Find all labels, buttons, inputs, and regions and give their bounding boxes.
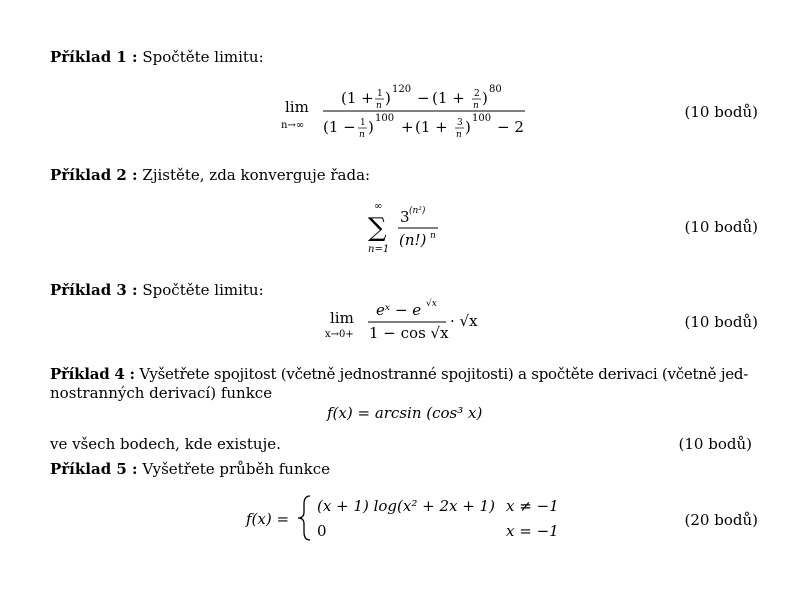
problem-3-formula <box>322 294 502 344</box>
den-a-close: ) <box>368 118 374 136</box>
problem-2-points: (10 bodů) <box>684 218 758 236</box>
den-b-frac-d: n <box>456 130 462 140</box>
problem-4-text-line1: Vyšetřete spojitost (včetně jednostranné spojitosti) a spočtěte derivaci (včetně jed- <box>139 365 749 383</box>
problem-3-text: Spočtěte limitu: <box>142 281 264 299</box>
den-b-frac-n: 3 <box>457 118 463 128</box>
problem-5-label: Příklad 5 : <box>50 460 138 478</box>
problem-5-heading <box>50 460 330 478</box>
problem-2-label: Příklad 2 : <box>50 166 138 184</box>
sum-num-exp: (n²) <box>409 206 426 216</box>
problem-1-label: Příklad 1 : <box>50 48 138 66</box>
p5-case2-cond: x = −1 <box>506 522 559 540</box>
num-b: (1 + <box>432 89 465 107</box>
problem-2-text: Zjistěte, zda konverguje řada: <box>142 166 371 184</box>
den-a-exp: 100 <box>375 113 395 124</box>
problem-2-formula <box>362 196 452 258</box>
sum-bottom: n=1 <box>368 244 390 255</box>
problem-4-heading <box>50 365 748 383</box>
problem-4-label: Příklad 4 : <box>50 365 135 383</box>
problem-1-formula <box>275 78 535 140</box>
problem-5-text: Vyšetřete průběh funkce <box>142 460 330 478</box>
problem-2-heading <box>50 166 370 184</box>
sum-top: ∞ <box>374 201 383 212</box>
num-b-frac-d: n <box>473 101 479 111</box>
num-a-close: ) <box>385 89 391 107</box>
problem-3-heading <box>50 281 264 299</box>
p5-brace <box>298 496 310 540</box>
problem-3-label: Příklad 3 : <box>50 281 138 299</box>
lim-symbol: lim <box>285 98 309 116</box>
den-plus: + <box>401 118 414 136</box>
problem-4-text-line2: nostranných derivací) funkce <box>50 384 273 402</box>
problem-4-formula: f(x) = arcsin (cos³ x) <box>327 404 483 422</box>
lim-symbol: lim <box>330 309 354 327</box>
den-b-close: ) <box>465 118 471 136</box>
problem-4-text-after: ve všech bodech, kde existuje. <box>50 435 281 453</box>
den-a-frac-d: n <box>359 130 365 140</box>
p5-case1-cond: x ≠ −1 <box>506 497 559 515</box>
num-a-exp: 120 <box>392 84 412 95</box>
num-a-frac-d: n <box>376 101 382 111</box>
den-a-frac-n: 1 <box>360 118 366 128</box>
problem-5-points: (20 bodů) <box>684 511 758 529</box>
den-b: (1 + <box>415 118 448 136</box>
num-b-exp: 80 <box>489 84 502 95</box>
p3-den: 1 − cos √x <box>369 324 449 342</box>
problem-1-text: Spočtěte limitu: <box>142 48 264 66</box>
num-a: (1 + <box>341 89 374 107</box>
p3-tail: · √x <box>450 312 478 330</box>
num-b-close: ) <box>482 89 488 107</box>
problem-1-points: (10 bodů) <box>684 103 758 121</box>
sum-num: 3 <box>400 208 410 226</box>
lim-subscript: x→0+ <box>325 329 354 340</box>
den-tail: − 2 <box>497 118 524 136</box>
problem-4-points: (10 bodů) <box>678 435 752 453</box>
p5-lhs: f(x) = <box>246 510 290 528</box>
den-a: (1 − <box>323 118 356 136</box>
sum-symbol: ∑ <box>368 213 387 243</box>
sum-den-exp: n <box>430 231 436 241</box>
p3-num: eˣ − e <box>376 301 422 319</box>
problem-1-heading <box>50 48 264 66</box>
p5-case2-expr: 0 <box>317 522 327 540</box>
p5-case1-expr: (x + 1) log(x² + 2x + 1) <box>317 497 495 515</box>
problem-5-formula <box>244 490 564 546</box>
lim-subscript: n→∞ <box>281 120 305 131</box>
sum-den: (n!) <box>399 231 427 249</box>
num-minus: − <box>417 89 430 107</box>
num-b-frac-n: 2 <box>474 89 480 99</box>
p3-num-exp: √x <box>426 299 437 309</box>
problem-3-points: (10 bodů) <box>684 313 758 331</box>
num-a-frac-n: 1 <box>377 89 383 99</box>
den-b-exp: 100 <box>472 113 492 124</box>
